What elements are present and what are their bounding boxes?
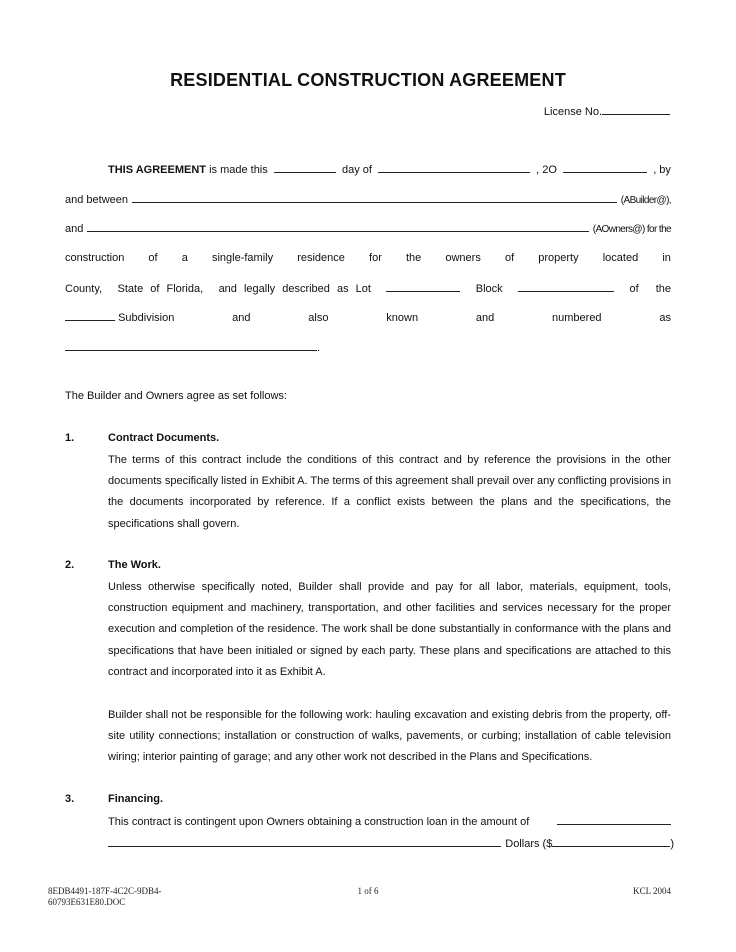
dollars-label: Dollars ($ — [505, 838, 553, 850]
section-number: 2. — [65, 559, 75, 571]
legal-description-line — [65, 280, 671, 296]
line4-word: single-family — [211, 252, 274, 264]
dollars-line — [108, 835, 674, 851]
lot-field[interactable] — [386, 280, 460, 292]
block-text: Block — [475, 283, 503, 295]
section-title: Contract Documents. — [108, 432, 220, 444]
is-made-this-text: is made this — [209, 164, 268, 176]
document-id-line2: 60793E631E80.DOC — [48, 897, 126, 907]
line4-word: the — [405, 252, 422, 264]
line4-word: owners — [445, 252, 481, 264]
builder-line — [65, 191, 671, 207]
line4-word: for — [369, 252, 382, 264]
builder-tag: (ABuilder@), — [620, 195, 671, 206]
block-field[interactable] — [518, 280, 614, 292]
year-field[interactable] — [563, 161, 647, 173]
line4-word: property — [538, 252, 579, 264]
and-text: and — [65, 223, 84, 235]
subdivision-line — [65, 309, 671, 325]
subdivision-word: also — [308, 312, 329, 324]
license-number-field[interactable] — [602, 103, 670, 115]
section-title: The Work. — [108, 559, 161, 571]
this-agreement-label: THIS AGREEMENT — [108, 164, 206, 176]
section-paragraph: The terms of this contract include the conditions of this contract and by reference the provisions in the other documents specifically listed in Exhibit A. The terms of this agreement shall prevail over any conflicting provisions in the documents incorporated by reference. If a conflict exists between the plans and the specifications, the specifications shall govern. — [108, 454, 671, 530]
year-prefix-text: , 2O — [536, 164, 557, 176]
month-field[interactable] — [378, 161, 530, 173]
line4-word: a — [181, 252, 188, 264]
line4-word: of — [504, 252, 515, 264]
subdivision-word: numbered — [552, 312, 602, 324]
section-number: 1. — [65, 432, 75, 444]
address-period: . — [317, 342, 321, 354]
license-number-line — [544, 103, 670, 118]
and-between-text: and between — [65, 194, 128, 206]
section-paragraph: Unless otherwise specifically noted, Builder shall provide and pay for all labor, materials, equipment, tools, construction equipment and machinery, transportation, and other facilities and services necessary for the proper execution and completion of the residence. The work shall be done substantially in conformance with the plans and specifications that have been initialed or signed by each party. These plans and specifications are attached to this contract and incorporated into it as Exhibit A. — [108, 581, 671, 678]
day-of-text: day of — [341, 164, 372, 176]
subdivision-field[interactable] — [65, 309, 115, 321]
line4-word: residence — [297, 252, 345, 264]
license-label: License No. — [543, 106, 602, 118]
intro-text: The Builder and Owners agree as set follows: — [65, 390, 287, 402]
document-title: RESIDENTIAL CONSTRUCTION AGREEMENT — [170, 70, 566, 90]
page-number: 1 of 6 — [357, 886, 379, 896]
subdivision-word: as — [659, 312, 671, 324]
subdivision-word: and — [475, 312, 495, 324]
line4-word: construction — [65, 252, 125, 264]
construction-line — [65, 250, 671, 266]
subdivision-word: known — [386, 312, 419, 324]
of-the-text: of the — [629, 283, 671, 295]
agreement-date-line — [65, 161, 671, 177]
document-id-line1: 8EDB4491-187F-4C2C-9DB4- — [48, 886, 162, 896]
loan-amount-words-field[interactable] — [108, 835, 501, 847]
subdivision-word: and — [232, 312, 251, 324]
builder-name-field[interactable] — [132, 191, 617, 203]
subdivision-word: Subdivision — [118, 312, 175, 324]
owners-name-field[interactable] — [87, 220, 588, 232]
section-number: 3. — [65, 793, 75, 805]
financing-text: This contract is contingent upon Owners obtaining a construction loan in the amount of — [108, 816, 530, 828]
address-line — [65, 339, 671, 355]
county-text: County, — [65, 283, 103, 295]
by-text: , by — [653, 164, 671, 176]
address-field[interactable] — [65, 339, 317, 351]
line4-word: of — [148, 252, 158, 264]
section-title: Financing. — [108, 793, 163, 805]
legally-described-text: and legally described as Lot — [218, 283, 371, 295]
footer-code: KCL 2004 — [633, 886, 671, 896]
day-field[interactable] — [274, 161, 336, 173]
line4-word: in — [662, 252, 671, 264]
line4-word: located — [602, 252, 639, 264]
loan-amount-words-field-start[interactable] — [557, 813, 671, 825]
owners-line — [65, 220, 671, 236]
section-paragraph: Builder shall not be responsible for the following work: hauling excavation and existing debris from the property, off-site utility connections; installation or construction of walks, pavements, or curbing; installation of cable television wiring; interior painting of garage; and any other work not described in the Plans and Specifications. — [108, 709, 671, 764]
owners-tag: (AOwners@) for the — [592, 224, 671, 235]
financing-line — [108, 813, 671, 829]
dollars-close: ) — [670, 838, 674, 850]
state-text: State of Florida, — [117, 283, 204, 295]
loan-amount-number-field[interactable] — [552, 835, 670, 847]
